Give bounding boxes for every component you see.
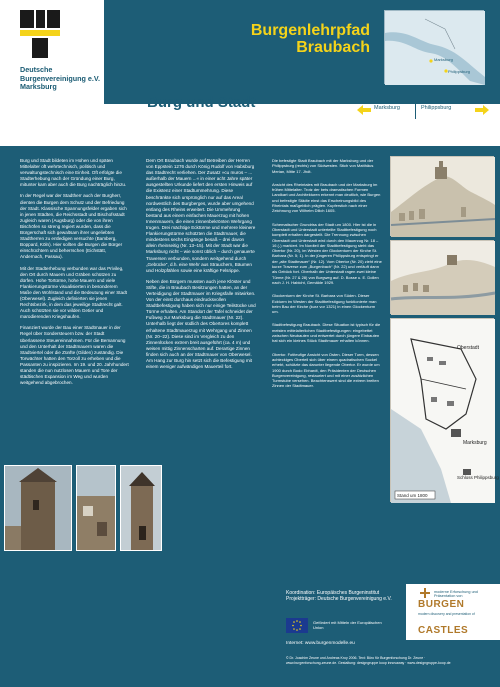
paragraph: Burg und Stadt bildeten im Hohen und späten Mittelalter oft wehrtechnisch, politisch und verwaltungstechnisch eine Einheit. Oft erfolgte die Stadterhebung nach der Gründung einer Burg, mitunter kam aber auch die Burg nachträglich hinzu. (20, 158, 127, 188)
footer-coordination: Koordination: Europäisches Burgeninstitut (286, 590, 380, 596)
caption: Die befestigte Stadt Braubach mit der Marksburg und der Philippsburg (rechts) von Südwesten. Stich von Matthäus Merian, Mitte 17. Jhdt. (272, 158, 374, 174)
dbv-logo-icon (20, 10, 60, 58)
org-name-line2: Burgenvereinigung e.V. (20, 73, 101, 83)
station-navigation (357, 99, 492, 121)
header-title-line2: Braubach (296, 39, 370, 56)
header-band (104, 0, 500, 104)
paragraph: Dem Ort Braubach wurde auf Betreiben der Herren von Eppstein 1276 durch König Rudolf von Habsburg das Stadtrecht verliehen. Der Zusatz »cu muros – ... außerhalb der Mauern ...« in einer acht Jahre später ausgestellten Urkunde liefert den ersten Hinweis auf die Existenz einer Stadtummehrung. Diese beschränkte sich ursprünglich nur auf das Areal nordwestlich des Burgberges, wurde aber umgehend entlang des Rheins erweitert. Die Ummehrung bestand aus einem einfachen Mauerzug mit hohen Innenmauern, die einen zinnenbekrönten Wehrgang trugen. Drei mächtige Ecktürme und mehrere kleinere Flankierungstürme schützten die Stadtmauer, die mindestens sechs Eingänge besaß – drei davon allein rheinseitig (Nr. 13–15). Mit der Stadt war die Marksburg nicht – wie sonst üblich – durch genauerte Traversen verbunden, sondern weitgehend durch „Gebücke“, d.h. eine Wehr aus Strauchern, Bäumen und Holzpfählen sowie eine kräftige Felsrippe. (146, 158, 256, 273)
map-label-philippsburg: Philippsburg (448, 69, 471, 74)
church-tower-photo (4, 465, 72, 551)
locator-map-graphic (385, 11, 485, 85)
nav-divider (415, 101, 416, 119)
caption: Stadtbefestigung Braubach. Diese Situation ist typisch für die meisten mittelalterlichen Stadtbefestigungen: eingebettet zwischen Neubauten und entwertet durch jüngere Einbauten hat sich ein kleines Stück Stadtmauer erhalten können. (272, 322, 381, 344)
town-plan-image (390, 318, 499, 502)
eu-flag-icon (286, 618, 308, 633)
header-title-line1: Burgenlehrpfad (250, 22, 370, 39)
footer-project-lead: Projektträger: Deutsche Burgenvereinigung e.V. (286, 596, 392, 603)
town-wall-photo (76, 465, 116, 551)
caption: Schematischer Grundriss der Stadt um 1800. Hier ist die in Oberstadt und Unterstadt unterteilte Stadtbefestigung noch komplett erhalten dargestellt. Die Trennung zwischen Oberstadt und Unterstadt wird durch den Mauerzug Nr. 18 – 16 (-) markiert. Im Nordteil der Stadtbefestigung steht das Obertor (Nr. 20), im Westen der Glockenturm der Kirche St. Barbara (Nr. 5; 1). In der jüngeren Philippsburg entspringt er der „alte Stadtmauer“ (Nr. 12). Vom Obertor (Nr. 20) zieht eine kurze Traverse zum „Burgenbach“ (Nr. 22) und verläuft dann als Gebück fort. Oberhalb der Unterstadt ragen zwei kleine Türme (Nr. 27 & 28) von Burgweg auf. D. Bosse u. E. Dollen nach J. H. Habicht, Gemälde 1929. (272, 221, 382, 285)
organization-name (20, 66, 104, 92)
paragraph: Mit der Stadterhebung verbunden war das Privileg, den Ort durch Mauern und Gräben schützen zu dürfen. Hohe Tortürme, hohe Mauern und viele Flankierungstürme visualisierten in besonderem Maße den Wohlstand und die Bedeutung einer Stadt (Oberwesel). Zugleich definierten sie jenen Rechtsbezirk, in dem das jeweilige Stadtrecht galt. Auch schützten sie vor wilden Getier und marodierenden Kriegshaufen. (20, 265, 127, 320)
plan-label-marksburg: Marksburg (463, 440, 487, 446)
caption: Ansicht des Rheintales mit Braubach und der Marksburg im frühen Mittelalter. Trotz der bets dramatischen Formen Landkart und Architekturen erkennt man deutlich, wie Burgen und befestigte Städte einst das Erscheinungsbild des Rheintals maßgeblich prägten. Kupferstich nach einer Zeichnung von Wilhelm Dilich 1605. (272, 181, 381, 214)
paragraph: In der Regel war der Stadtherr auch der Burgherr, dienten die Burgen dem Schutz und der Befriedung der Stadt. Klassische Spannungsfelder ergaben sich in jenen Städten, die Reichsstadt und Bischofsstadt zugleich waren (Augsburg) oder die von ihren Bischöfen so streng regiert wurden, dass die Bürgerschaft sich gewaltsam ihrer ungeliebten Stadtherren zu entledigen versuchte (Bamberg, Boppard, Köln). Hier sollten die Burgen die Bürger einschüchtern und beherrschen (Eichstätt, Andernach, Passau). (20, 193, 127, 260)
obertor-photo (120, 465, 162, 551)
arrow-left-icon[interactable] (357, 105, 371, 115)
locator-map (384, 10, 484, 84)
castles-logo-castles: CASTLES (418, 625, 469, 636)
header-title (251, 22, 370, 56)
footer-credits (286, 590, 426, 602)
footer-copyright: © Dr. Joachim Zeune und Andreas Kroy 2006. Text: Büro für Burgenforschung Dr. Zeune · www.burgenforschung-zeune.de. Gestaltung: designgruppe koop innovaway · www.designgruppe-koop.de (286, 656, 451, 665)
text-column-1 (20, 158, 130, 391)
logo-block (0, 0, 104, 104)
caption: Glockenturm der Kirche St. Barbara von Süden. Dieser Eckturm im Westen der Stadtbefestigung funktionierte man beim Bau der Kirche (kurz vor 1321) in einen Glockenturm um. (272, 293, 377, 315)
text-column-2 (146, 158, 256, 375)
org-name-line1: Deutsche (20, 65, 53, 74)
map-label-marksburg: Marksburg (434, 57, 453, 62)
paragraph: Neben den Bürgern mussten auch jene Klöster und Stifte, die in Braubach Besitzungen hatten, an der Verteidigung der Stadtmauer im Kriegsfalle mitwirken. Von der einst durchaus eindrucksvollen Stadtbefestigung haben sich nur einige Teilstücke und Türme erhalten. Am Standort der Tafel schneidet der Fußweg zur Marksburg die Stadtmauer (Nr. 22). Unterhalb liegt der südlich des Obertores komplett erhaltene Stadtmauerzug mit Wehrgang und Zinnen (Nr. 20–22). Diese sind im Vergleich zu den Zinnenlücken extrem breit ausgeführt (ca. 4 m) und weisen mittig Zinnenscharten auf. Derartige Zinnen finden sich auch an der Stadtmauer von Oberwesel. Am Hang zur Burg hin setzt sich die Befestigung mit einem weniger aufwändigen Mauerteil fort. (146, 278, 256, 370)
castles-logo-burgen: BURGEN (418, 599, 465, 610)
castles-project-logo (406, 584, 500, 640)
nav-prev-label[interactable]: Marksburg (374, 105, 400, 111)
paragraph: Finanziert wurde der Bau einer Stadtmauer in der Regel über Sondersteuern bzw. der Stadt überlassene Steuereinnahmen. Für die Bemannung und den Unterhalt der Stadtmauern waren die Stadtviertel oder die Zünfte (Gilden) zuständig. Die Torwächter hatten den Torzoll zu erheben und die Passanten zu inspizieren. Im 19. und 20. Jahrhundert standen die nun nutzlosen Mauern und Tore der städtischen Expansion im Weg und wurden weitgehend abgebrochen. (20, 325, 129, 386)
caption-column (272, 158, 382, 397)
merian-engraving-image (390, 156, 494, 236)
org-name-line3: Marksburg (20, 82, 57, 92)
castles-logo-line1: moderne Erforschung und Präsentation von (434, 590, 478, 599)
nav-next-label[interactable]: Philippsburg (421, 105, 452, 111)
plan-label-schloss: Schloss Philippsburg (457, 475, 499, 480)
cross-icon (420, 588, 430, 598)
page-title: Burg und Stadt (147, 94, 256, 111)
plan-label-oberstadt: Oberstadt (457, 345, 479, 351)
plan-label-scale: Stand um 1800 (397, 493, 428, 498)
footer-internet[interactable]: Internet: www.burgenmodelle.eu (286, 641, 355, 646)
arrow-right-icon[interactable] (475, 105, 489, 115)
eu-funding-text: Gefördert mit Mitteln der Europäischen Union (313, 620, 382, 630)
caption: Obertor. Fotiteufige Ansicht von Osten. Dieser Turm, dessen achteckiges Oberteil sich über einem quadratischen Sockel erhebt, schützte das darunter liegende Obertor. Er wurde um 1900 durch Bodo Ebhardt, den Präsidenten der Deutschen Burgenvereinigung, restauriert und mit einer zusätzlichen Turmstube versehen. Beachtenswert sind die extrem breiten Zinnen der Stadtmauer. (272, 351, 380, 389)
castles-logo-line2: modern discovery and presentation of (418, 612, 475, 616)
dilich-engraving-image (390, 240, 494, 314)
